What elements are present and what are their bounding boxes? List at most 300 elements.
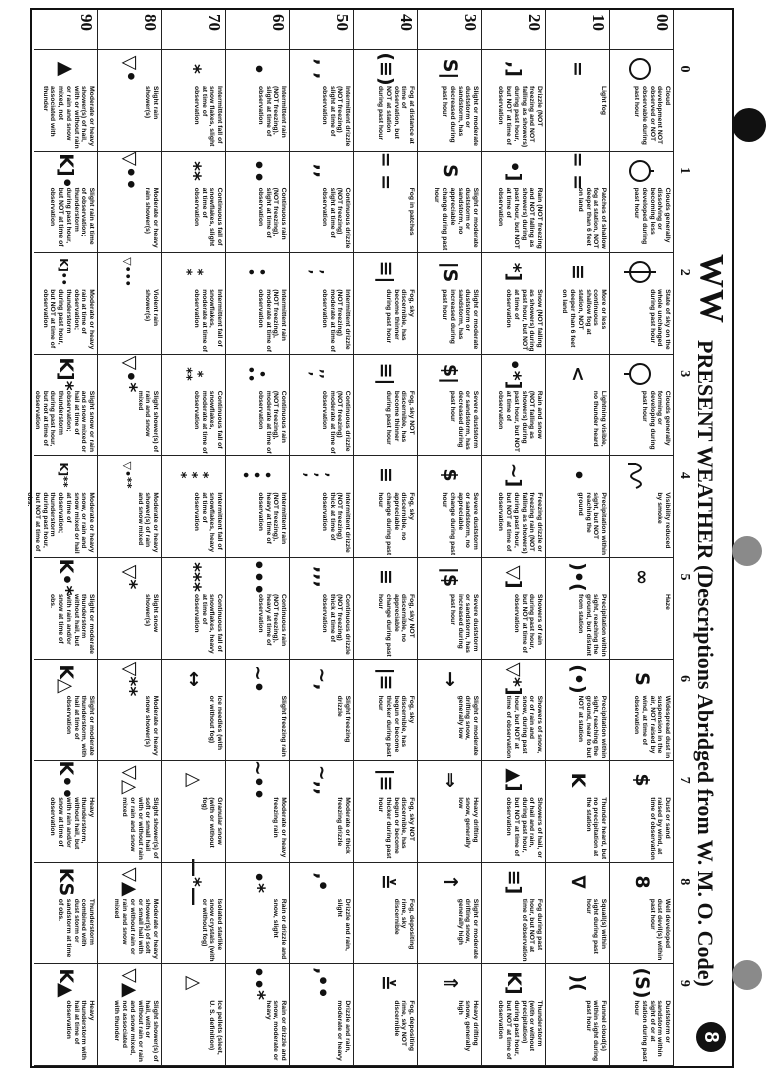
code-description: Patches of shallow fog at station, NOT deeper than 6 feet on land bbox=[576, 187, 607, 249]
svg-text:8: 8 bbox=[631, 875, 653, 889]
code-cell bbox=[354, 964, 418, 1065]
code-description: Slight snow or rain and snow mixed or hail at time of observation; thunderstorm during past hour, but not at time of observation bbox=[34, 390, 95, 453]
code-cell bbox=[546, 558, 610, 659]
page-title: PRESENT WEATHER (Descriptions Abridged from W. M. O. Code) bbox=[693, 340, 718, 987]
column-divider bbox=[34, 354, 674, 355]
continuous-snow-moderate-icon bbox=[174, 359, 210, 389]
svg-text:,: , bbox=[306, 371, 322, 377]
code-description: State of sky on the whole unchanged during past hour bbox=[648, 289, 671, 350]
code-cell bbox=[610, 660, 674, 761]
code-description: Severe duststorm or sandstorm, has increased during past hour bbox=[448, 594, 479, 653]
svg-text:•]: •] bbox=[503, 160, 525, 182]
code-cell bbox=[162, 50, 226, 151]
fog-at-distance-icon bbox=[366, 54, 402, 84]
binder-hole-bottom bbox=[732, 960, 762, 990]
code-description: Freezing drizzle or freezing rain (NOT falling as showers) during past hour, but NOT at time of observation bbox=[497, 492, 543, 554]
svg-text:,: , bbox=[323, 472, 338, 478]
row-label: 10 bbox=[589, 14, 608, 31]
code-description: Fog, sky discernible, has begun or become thicker during past hour bbox=[377, 695, 415, 757]
code-description: Clouds generally forming or developing during past hour bbox=[640, 390, 671, 450]
svg-text:$: $ bbox=[631, 773, 653, 787]
column-header-2: 2 bbox=[677, 268, 692, 276]
svg-text:= =: = = bbox=[375, 151, 397, 190]
svg-text:*]: *] bbox=[503, 262, 525, 282]
code-description: Fog, depositing rime, sky discernible bbox=[392, 898, 415, 950]
code-cell bbox=[546, 355, 610, 456]
code-cell bbox=[98, 660, 162, 761]
svg-text:••*: ••* bbox=[247, 966, 269, 1001]
code-cell bbox=[546, 660, 610, 761]
svg-text:~,: ~, bbox=[311, 667, 333, 691]
svg-text:↑: ↑ bbox=[439, 873, 461, 890]
svg-text:)(: )( bbox=[567, 974, 589, 993]
code-cell bbox=[162, 456, 226, 557]
duststorm-icon bbox=[622, 968, 658, 998]
code-cell bbox=[290, 50, 354, 151]
svg-text:—*—: —*— bbox=[183, 857, 205, 906]
code-label: WW bbox=[693, 254, 730, 324]
code-cell bbox=[482, 253, 546, 354]
code-description: Intermittent fall of snowflakes, heavy at time of observation bbox=[192, 492, 223, 553]
code-description: Funnel cloud(s) within sight during past hour bbox=[584, 1000, 607, 1062]
code-cell bbox=[290, 152, 354, 253]
code-cell bbox=[418, 558, 482, 659]
svg-text:,••: ,•• bbox=[311, 967, 333, 1000]
ice-pellets-icon bbox=[174, 968, 210, 998]
code-description: Slight or moderate duststorm or sandstorm, has increased during past hour bbox=[441, 289, 479, 350]
row-divider bbox=[289, 10, 290, 1066]
code-cell bbox=[290, 558, 354, 659]
svg-text:|$: |$ bbox=[439, 566, 461, 588]
code-description: Slight or moderate drifting snow, generally high bbox=[456, 898, 479, 959]
heavy-drifting-snow-low-icon bbox=[430, 765, 466, 795]
fog-sky-discernible-no-change-icon bbox=[366, 460, 402, 490]
heavy-rain-after-thunderstorm-icon bbox=[46, 257, 82, 287]
precipitation-not-reaching-ground-icon bbox=[558, 460, 594, 490]
code-cell bbox=[482, 660, 546, 761]
intermittent-rain-heavy-icon bbox=[238, 460, 274, 490]
squall-icon bbox=[558, 867, 594, 897]
code-description: Fog at distance at time of observation, but NOT at station during past hour bbox=[377, 86, 415, 144]
svg-text:|≡: |≡ bbox=[375, 768, 397, 792]
row-divider bbox=[417, 10, 418, 1066]
intermittent-rain-slight-icon bbox=[238, 54, 274, 84]
duststorm-decreased-icon bbox=[430, 54, 466, 84]
svg-text:,: , bbox=[306, 269, 322, 275]
intermittent-snow-moderate-icon bbox=[174, 257, 210, 287]
code-description: Fog, sky NOT discernible, has become thinner during past hour bbox=[384, 390, 415, 445]
code-row-60 bbox=[226, 10, 290, 1066]
code-cell bbox=[34, 355, 98, 456]
code-description: Showers of rain during past hour, but NOT at time of observation bbox=[512, 594, 543, 653]
svg-text:▽**: ▽** bbox=[119, 661, 141, 696]
code-cell bbox=[226, 964, 290, 1065]
column-divider bbox=[34, 1065, 674, 1066]
code-description: Fog, sky discernible, no appreciable change during past hour bbox=[377, 492, 415, 556]
code-description: Intermittent rain (NOT freezing), moderate at time of observation bbox=[256, 289, 287, 352]
heavy-freezing-rain-icon bbox=[238, 760, 274, 801]
code-cell bbox=[418, 761, 482, 862]
dust-raised-by-wind-icon bbox=[622, 765, 658, 795]
code-description: Moderate or heavy rain at time of observation; thunderstorm during past hour, but NOT at time of observation bbox=[41, 289, 95, 350]
duststorm-increased-icon bbox=[430, 257, 466, 287]
intermittent-snow-slight-icon bbox=[174, 54, 210, 84]
code-cell bbox=[290, 253, 354, 354]
svg-text:**: ** bbox=[183, 160, 205, 181]
code-cell bbox=[482, 964, 546, 1065]
svg-text:▽•: ▽• bbox=[119, 55, 141, 83]
svg-text:,: , bbox=[317, 269, 333, 275]
column-header-1: 1 bbox=[677, 167, 692, 175]
code-cell bbox=[482, 558, 546, 659]
code-cell bbox=[354, 660, 418, 761]
svg-text:•: • bbox=[247, 62, 269, 76]
row-divider bbox=[481, 10, 482, 1066]
code-description: Continuous rain (NOT freezing), moderate at time of observation bbox=[256, 390, 287, 454]
code-cell bbox=[226, 152, 290, 253]
svg-text:K]: K] bbox=[503, 971, 525, 996]
slight-freezing-drizzle-icon bbox=[302, 664, 338, 694]
intermittent-drizzle-heavy-icon bbox=[302, 460, 338, 490]
code-cell bbox=[482, 456, 546, 557]
drifting-snow-high-icon bbox=[430, 867, 466, 897]
code-description: Intermittent drizzle (NOT freezing) thick at time of observation bbox=[320, 492, 351, 553]
code-cell bbox=[418, 50, 482, 151]
slight-rain-after-thunderstorm-icon bbox=[46, 152, 82, 189]
row-divider bbox=[609, 10, 610, 1066]
column-header-3: 3 bbox=[677, 370, 692, 378]
code-row-40 bbox=[354, 10, 418, 1066]
svg-text:~••: ~•• bbox=[247, 760, 269, 801]
code-description: Isolated starlike snow crystals (with or without fog) bbox=[200, 898, 223, 962]
svg-text:▽▲: ▽▲ bbox=[119, 867, 141, 897]
row-label: 00 bbox=[653, 14, 672, 31]
svg-text:S: S bbox=[439, 163, 461, 178]
svg-text:$: $ bbox=[439, 468, 461, 483]
drifting-snow-low-icon bbox=[430, 664, 466, 694]
code-description: Showers of snow, or of rain and snow, during past hour, but NOT at time of observation bbox=[505, 695, 543, 759]
code-description: Violent rain shower(s) bbox=[144, 289, 159, 327]
code-cell bbox=[34, 761, 98, 862]
code-cell bbox=[290, 355, 354, 456]
column-header-7: 7 bbox=[677, 776, 692, 784]
code-description: Fog, sky discernible, has become thinner during past hour bbox=[384, 289, 415, 344]
heavy-snow-showers-icon bbox=[110, 661, 146, 696]
code-description: Haze bbox=[664, 594, 671, 610]
code-description: Drizzle and rain, moderate or heavy bbox=[336, 1000, 351, 1061]
fog-sky-not-discernible-no-change-icon bbox=[366, 562, 402, 592]
code-cell bbox=[354, 761, 418, 862]
code-description: Moderate or heavy snow, or rain and snow mixed or hail at time of observation; thunderstorm during past hour, but NOT at time of obs. bbox=[26, 492, 95, 554]
svg-text:=: = bbox=[567, 61, 589, 77]
svg-text:▽▲: ▽▲ bbox=[119, 968, 141, 999]
intermittent-snow-heavy-icon bbox=[174, 460, 210, 490]
row-divider bbox=[97, 10, 98, 1066]
code-cell bbox=[162, 253, 226, 354]
code-description: Heavy drifting snow, generally high bbox=[456, 1000, 479, 1052]
ice-needles-icon bbox=[174, 664, 210, 694]
granular-snow-icon bbox=[174, 765, 210, 795]
slight-rain-and-snow-showers-icon bbox=[110, 355, 146, 393]
code-description: More or less continuous shallow fog at station, NOT deeper than 6 feet on land bbox=[561, 289, 607, 348]
code-description: Ice pellets (sleet, U. S. definition) bbox=[208, 1000, 223, 1055]
code-cell bbox=[98, 456, 162, 557]
code-cell bbox=[162, 761, 226, 862]
code-cell bbox=[98, 50, 162, 151]
code-cell bbox=[546, 761, 610, 862]
severe-duststorm-increased-icon bbox=[430, 562, 466, 592]
code-description: Continuous drizzle (NOT freezing) thick at time of observation bbox=[320, 594, 351, 655]
code-cell bbox=[290, 456, 354, 557]
svg-text:K]•: K]• bbox=[55, 152, 77, 189]
code-description: Slight or moderate duststorm or sandstorm, no appreciable change during past hour bbox=[433, 187, 479, 251]
svg-text:≡: ≡ bbox=[375, 569, 397, 585]
row-label: 50 bbox=[333, 14, 352, 31]
code-description: Thunderstorm combined with dust storm or sandstorm at time of obs. bbox=[57, 898, 95, 958]
code-description: Slight rain at time of observation; thunderstorm during past hour, but NOT at time of observation bbox=[49, 187, 95, 247]
code-description: Slight shower(s) of soft or small hail with or without rain or rain and snow mixed bbox=[121, 797, 159, 860]
code-description: Heavy drifting snow, generally low bbox=[456, 797, 479, 848]
svg-text:•: • bbox=[567, 469, 589, 482]
page-number-badge: 8 bbox=[696, 1022, 726, 1052]
code-description: Heavy thunderstorm with hail at time of observation bbox=[64, 1000, 95, 1061]
code-cell bbox=[290, 660, 354, 761]
svg-text:<: < bbox=[567, 365, 589, 382]
code-cell bbox=[98, 152, 162, 253]
svg-text:K•*: K•* bbox=[55, 558, 77, 596]
heavy-rain-and-snow-showers-icon bbox=[110, 460, 146, 490]
thunderstorm-past-hour-icon bbox=[494, 968, 530, 998]
svg-text:•: • bbox=[242, 268, 258, 277]
thunderstorm-with-duststorm-icon bbox=[46, 867, 82, 897]
column-divider bbox=[34, 963, 674, 964]
code-description: Fog, sky NOT discernible, has begun or become thicker during past hour bbox=[377, 797, 415, 859]
svg-text:(•): (•) bbox=[567, 663, 589, 694]
code-description: Heavy thunderstorm, without hail, but with rain and/or snow at time of observation bbox=[49, 797, 95, 850]
svg-text:~•: ~• bbox=[247, 664, 269, 693]
precipitation-near-icon bbox=[558, 664, 594, 694]
code-cell bbox=[546, 50, 610, 151]
code-description: Slight shower(s) of rain and snow mixed bbox=[136, 390, 159, 452]
code-cell bbox=[162, 857, 226, 964]
code-description: Fog in patches bbox=[408, 187, 415, 236]
duststorm-no-change-icon bbox=[430, 156, 466, 186]
svg-text:**: ** bbox=[178, 366, 194, 381]
svg-text:K▲: K▲ bbox=[55, 968, 77, 999]
svg-text:*: * bbox=[189, 268, 205, 276]
code-description: Slight shower(s) of hail, with or without rain or rain and snow mixed, not associated with thunder bbox=[113, 1000, 159, 1062]
svg-text:•: • bbox=[248, 471, 263, 480]
svg-text:•*: •* bbox=[247, 870, 269, 893]
rain-or-drizzle-and-snow-heavy-icon bbox=[238, 966, 274, 1001]
svg-text:▽]: ▽] bbox=[503, 565, 525, 589]
column-divider bbox=[34, 760, 674, 761]
code-description: Slight snow shower(s) bbox=[144, 594, 159, 633]
snow-past-hour-icon bbox=[494, 257, 530, 287]
slight-snow-after-thunderstorm-icon bbox=[46, 359, 82, 389]
code-cell bbox=[226, 456, 290, 557]
code-row-20 bbox=[482, 10, 546, 1066]
code-description: Light fog bbox=[600, 86, 607, 116]
code-description: Squall(s) within sight during past hour bbox=[584, 898, 607, 954]
code-cell bbox=[546, 456, 610, 557]
column-header-9: 9 bbox=[677, 979, 692, 987]
code-cell bbox=[418, 660, 482, 761]
svg-text:= =: = = bbox=[567, 151, 589, 190]
svg-text:⇑: ⇑ bbox=[439, 975, 461, 992]
code-description: Moderate or heavy freezing rain bbox=[272, 797, 287, 858]
svg-text:••: •• bbox=[242, 365, 258, 383]
code-description: Intermittent rain (NOT freezing), slight at time of observation bbox=[256, 86, 287, 138]
code-description: Slight or moderate drifting snow, generally low bbox=[456, 695, 479, 756]
code-row-10 bbox=[546, 10, 610, 1066]
fog-sky-discernible-thinner-icon bbox=[366, 257, 402, 287]
code-cell bbox=[418, 355, 482, 456]
code-description: Continuous drizzle (NOT freezing) moderate at time of observation bbox=[320, 390, 351, 454]
code-cell bbox=[162, 355, 226, 456]
code-description: Fog, sky NOT discernible, no appreciable change during past hour bbox=[377, 594, 415, 657]
svg-text:,]: ,] bbox=[503, 61, 525, 77]
svg-text:≚: ≚ bbox=[375, 975, 397, 992]
heavy-thunderstorm-with-hail-icon bbox=[46, 968, 82, 998]
hail-showers-past-hour-icon bbox=[494, 765, 530, 795]
code-description: Showers of hail, or of hail and rain, during past hour, but NOT at time of observation bbox=[505, 797, 543, 858]
fog-in-patches-icon bbox=[366, 151, 402, 190]
column-divider bbox=[34, 252, 674, 253]
precipitation-distant-icon bbox=[558, 562, 594, 592]
code-cell bbox=[546, 863, 610, 964]
svg-text:*: * bbox=[189, 370, 205, 378]
code-description: Well developed dust devil(s) within past hour bbox=[648, 898, 671, 961]
continuous-drizzle-slight-icon bbox=[302, 156, 338, 186]
column-divider bbox=[34, 557, 674, 558]
thunder-heard-icon bbox=[558, 765, 594, 795]
svg-text:▽*: ▽* bbox=[119, 564, 141, 590]
code-description: Intermittent rain (NOT freezing), heavy at time of observation bbox=[256, 492, 287, 545]
code-description: Continuous drizzle (NOT freezing) slight at time of observation bbox=[320, 187, 351, 249]
svg-text:,,: ,, bbox=[311, 163, 333, 178]
clouds-dissolving-icon bbox=[622, 156, 658, 186]
code-cell bbox=[34, 50, 98, 151]
snow-showers-past-hour-icon bbox=[494, 661, 530, 696]
column-header-8: 8 bbox=[677, 878, 692, 886]
code-cell bbox=[290, 964, 354, 1065]
rotated-table-area bbox=[26, 10, 732, 1066]
svg-text:KS: KS bbox=[55, 867, 77, 897]
code-cell bbox=[418, 253, 482, 354]
continuous-drizzle-heavy-icon bbox=[302, 562, 338, 592]
code-cell bbox=[162, 152, 226, 253]
code-cell bbox=[98, 761, 162, 862]
continuous-rain-slight-icon bbox=[238, 156, 274, 186]
heavy-freezing-drizzle-icon bbox=[302, 765, 338, 795]
funnel-cloud-icon bbox=[558, 968, 594, 998]
code-cell bbox=[610, 355, 674, 456]
soft-hail-showers-icon bbox=[110, 765, 146, 795]
code-description: Precipitation within sight, reaching the ground, but distant from station bbox=[576, 594, 607, 657]
code-description: Continuous fall of snowflakes, moderate at time of observation bbox=[192, 390, 223, 454]
svg-text:≡|: ≡| bbox=[375, 362, 397, 386]
code-cell bbox=[610, 863, 674, 964]
code-cell bbox=[354, 863, 418, 964]
present-weather-grid bbox=[26, 10, 674, 1066]
svg-text:,,: ,, bbox=[317, 368, 333, 379]
rain-showers-past-hour-icon bbox=[494, 562, 530, 592]
code-description: Continuous fall of snowflakes, slight at time of observation bbox=[192, 187, 223, 247]
code-cell bbox=[34, 660, 98, 761]
code-cell bbox=[226, 863, 290, 964]
code-cell bbox=[290, 761, 354, 862]
svg-text:S: S bbox=[631, 671, 653, 686]
svg-text:|S: |S bbox=[439, 261, 461, 283]
severe-duststorm-decreased-icon bbox=[430, 359, 466, 389]
code-description: Rain or drizzle and snow, moderate or heavy bbox=[264, 1000, 287, 1061]
row-label: 70 bbox=[205, 14, 224, 31]
svg-text:$|: $| bbox=[439, 363, 461, 384]
code-cell bbox=[354, 355, 418, 456]
rain-or-drizzle-and-snow-slight-icon bbox=[238, 867, 274, 897]
code-description: Continuous fall of snowflakes, heavy at time of observation bbox=[192, 594, 223, 654]
slight-snow-showers-icon bbox=[110, 562, 146, 592]
code-description: Intermittent fall of snowflakes, moderate at time of observation bbox=[192, 289, 223, 352]
svg-text:,,,: ,,, bbox=[311, 566, 333, 588]
widespread-dust-icon bbox=[622, 664, 658, 694]
code-row-00 bbox=[610, 10, 674, 1066]
code-description: Continuous rain (NOT freezing), heavy at time of observation bbox=[256, 594, 287, 647]
intermittent-drizzle-moderate-icon bbox=[302, 257, 338, 287]
slight-thunderstorm-icon bbox=[46, 558, 82, 596]
column-divider bbox=[34, 49, 674, 50]
code-description: Dust or sand raised by wind, at time of observation bbox=[648, 797, 671, 860]
code-description: Moderate or heavy rain shower(s) bbox=[144, 187, 159, 248]
code-cell bbox=[226, 50, 290, 151]
svg-text:▽•**: ▽•** bbox=[121, 461, 134, 489]
drizzle-and-rain-heavy-icon bbox=[302, 968, 338, 998]
svg-text:*: * bbox=[178, 268, 194, 276]
code-cell bbox=[34, 152, 98, 253]
code-cell bbox=[98, 558, 162, 659]
heavy-drifting-snow-high-icon bbox=[430, 968, 466, 998]
code-cell bbox=[226, 761, 290, 862]
code-cell bbox=[610, 558, 674, 659]
code-row-50 bbox=[290, 10, 354, 1066]
code-cell bbox=[482, 50, 546, 151]
continuous-rain-heavy-icon bbox=[238, 558, 274, 596]
svg-text:••: •• bbox=[247, 158, 269, 183]
code-description: Moderate or heavy shower(s) of rain and snow mixed bbox=[136, 492, 159, 553]
code-description: Slight or moderate thunderstorm without hail, but with rain and/or snow at time of obs. bbox=[49, 594, 95, 655]
code-description: Intermittent drizzle (NOT freezing) moderate at time of observation bbox=[320, 289, 351, 352]
code-cell bbox=[546, 152, 610, 253]
heavy-snow-after-thunderstorm-icon bbox=[46, 460, 82, 490]
code-cell bbox=[482, 152, 546, 253]
code-description: Slight rain shower(s) bbox=[144, 86, 159, 120]
svg-text:•: • bbox=[237, 471, 252, 480]
intermittent-rain-moderate-icon bbox=[238, 257, 274, 287]
svg-text:•: • bbox=[253, 369, 269, 378]
code-cell bbox=[34, 863, 98, 964]
code-cell bbox=[610, 50, 674, 151]
binder-hole-middle bbox=[732, 536, 762, 566]
code-cell bbox=[610, 761, 674, 862]
svg-text:≚: ≚ bbox=[375, 873, 397, 890]
svg-text:≡: ≡ bbox=[375, 467, 397, 484]
code-description: Widespread dust in suspension in the air, NOT raised by wind, at time of observation bbox=[633, 695, 671, 759]
fog-depositing-rime-not-discernible-icon bbox=[366, 968, 402, 998]
svg-text:, ,: , , bbox=[311, 58, 333, 80]
svg-text:▽•••: ▽••• bbox=[121, 257, 134, 287]
code-description: Rain or drizzle and snow, slight bbox=[272, 898, 287, 960]
